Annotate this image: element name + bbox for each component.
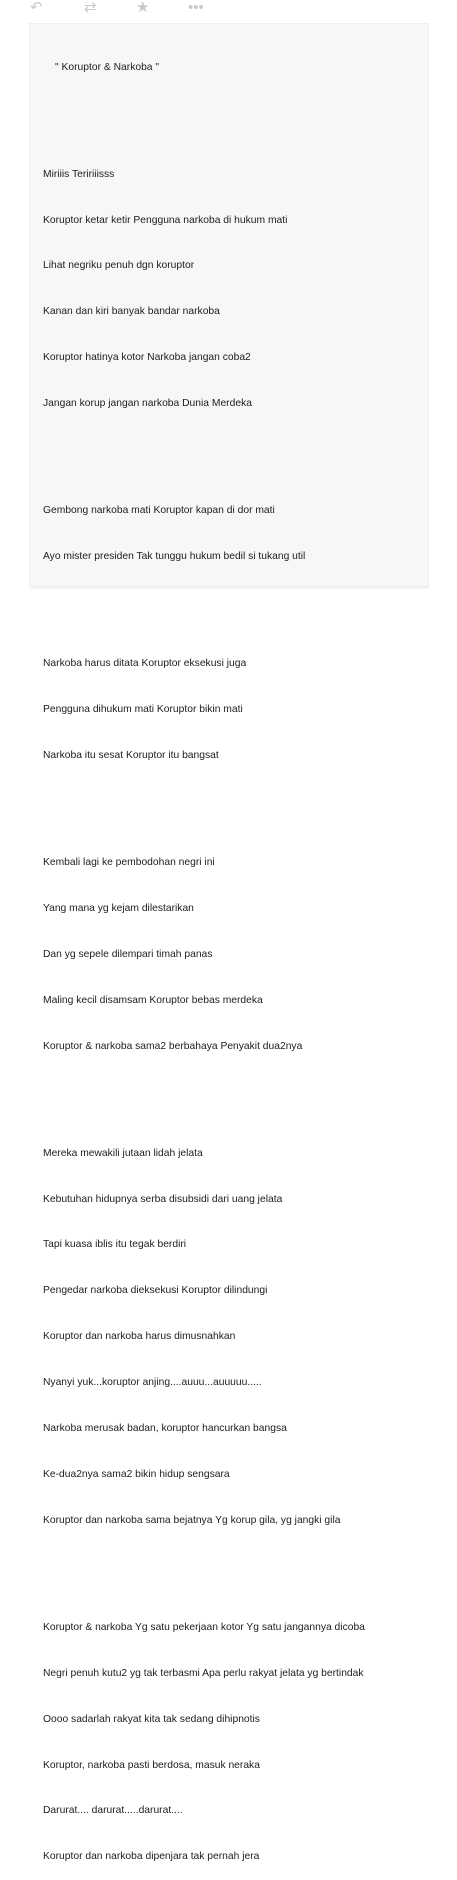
reply-icon[interactable]: ↶ [30, 0, 43, 16]
poem-line: Jangan korup jangan narkoba Dunia Merdeka [43, 398, 252, 410]
poem-line: Tapi kuasa iblis itu tegak berdiri [43, 1239, 187, 1251]
poem-line: Narkoba itu sesat Koruptor itu bangsat [43, 749, 219, 761]
poem-line: Pengedar narkoba dieksekusi Koruptor dilindungi [43, 1285, 268, 1297]
poem-line: Koruptor dan narkoba sama bejatnya Yg korup gila, yg jangki gila [43, 1514, 341, 1526]
blank-line [43, 595, 423, 610]
poem-title: " Koruptor & Narkoba " [55, 61, 160, 73]
blank-line [43, 442, 423, 457]
poem-line: Oooo sadarlah rakyat kita tak sedang dihipnotis [43, 1713, 260, 1725]
tweet-action-bar [0, 0, 457, 22]
poem-line: Narkoba merusak badan, koruptor hancurkan bangsa [43, 1423, 287, 1435]
poem-line: Negri penuh kutu2 yg tak terbasmi Apa perlu rakyat jelata yg bertindak [43, 1667, 364, 1679]
poem-line: Lihat negriku penuh dgn koruptor [43, 260, 195, 272]
poem-line: Mereka mewakili jutaan lidah jelata [43, 1147, 203, 1159]
poem-line: Yang mana yg kejam dilestarikan [43, 902, 194, 914]
poem-line: Koruptor & narkoba sama2 berbahaya Penyakit dua2nya [43, 1040, 303, 1052]
poem-text [43, 29, 423, 1880]
poem-line: Ayo mister presiden Tak tunggu hukum bedil si tukang util [43, 551, 306, 563]
poem-line: Kembali lagi ke pembodohan negri ini [43, 857, 215, 869]
poem-line: Pengguna dihukum mati Koruptor bikin mati [43, 704, 243, 716]
poem-line: Gembong narkoba mati Koruptor kapan di dor mati [43, 505, 275, 517]
poem-line: Miriiis Teririiisss [43, 168, 115, 180]
poem-line: Narkoba harus ditata Koruptor eksekusi juga [43, 658, 247, 670]
poem-line: Kebutuhan hidupnya serba disubsidi dari uang jelata [43, 1193, 283, 1205]
blank-line [43, 794, 423, 809]
poem-line: Koruptor ketar ketir Pengguna narkoba di hukum mati [43, 214, 288, 226]
blank-line [43, 105, 423, 120]
poem-line: Koruptor hatinya kotor Narkoba jangan coba2 [43, 352, 251, 364]
poem-line: Ke-dua2nya sama2 bikin hidup sengsara [43, 1468, 230, 1480]
poem-line: Maling kecil disamsam Koruptor bebas merdeka [43, 994, 263, 1006]
poem-line: Kanan dan kiri banyak bandar narkoba [43, 306, 220, 318]
more-icon[interactable]: ••• [188, 0, 204, 16]
blank-line [43, 1559, 423, 1574]
poem-line: Koruptor dan narkoba harus dimusnahkan [43, 1331, 236, 1343]
poem-line: Koruptor, narkoba pasti berdosa, masuk neraka [43, 1759, 260, 1771]
favorite-icon[interactable]: ★ [136, 0, 150, 16]
blank-line [43, 1084, 423, 1099]
retweet-icon[interactable]: ⇄ [84, 0, 97, 16]
poem-line: Darurat.... darurat.....darurat.... [43, 1805, 183, 1817]
poem-line: Nyanyi yuk...koruptor anjing....auuu...auuuuu..... [43, 1377, 262, 1389]
poem-line: Koruptor & narkoba Yg satu pekerjaan kotor Yg satu jangannya dicoba [43, 1621, 365, 1633]
poem-line: Dan yg sepele dilempari timah panas [43, 948, 213, 960]
poem-line: Koruptor dan narkoba dipenjara tak pernah jera [43, 1851, 260, 1863]
